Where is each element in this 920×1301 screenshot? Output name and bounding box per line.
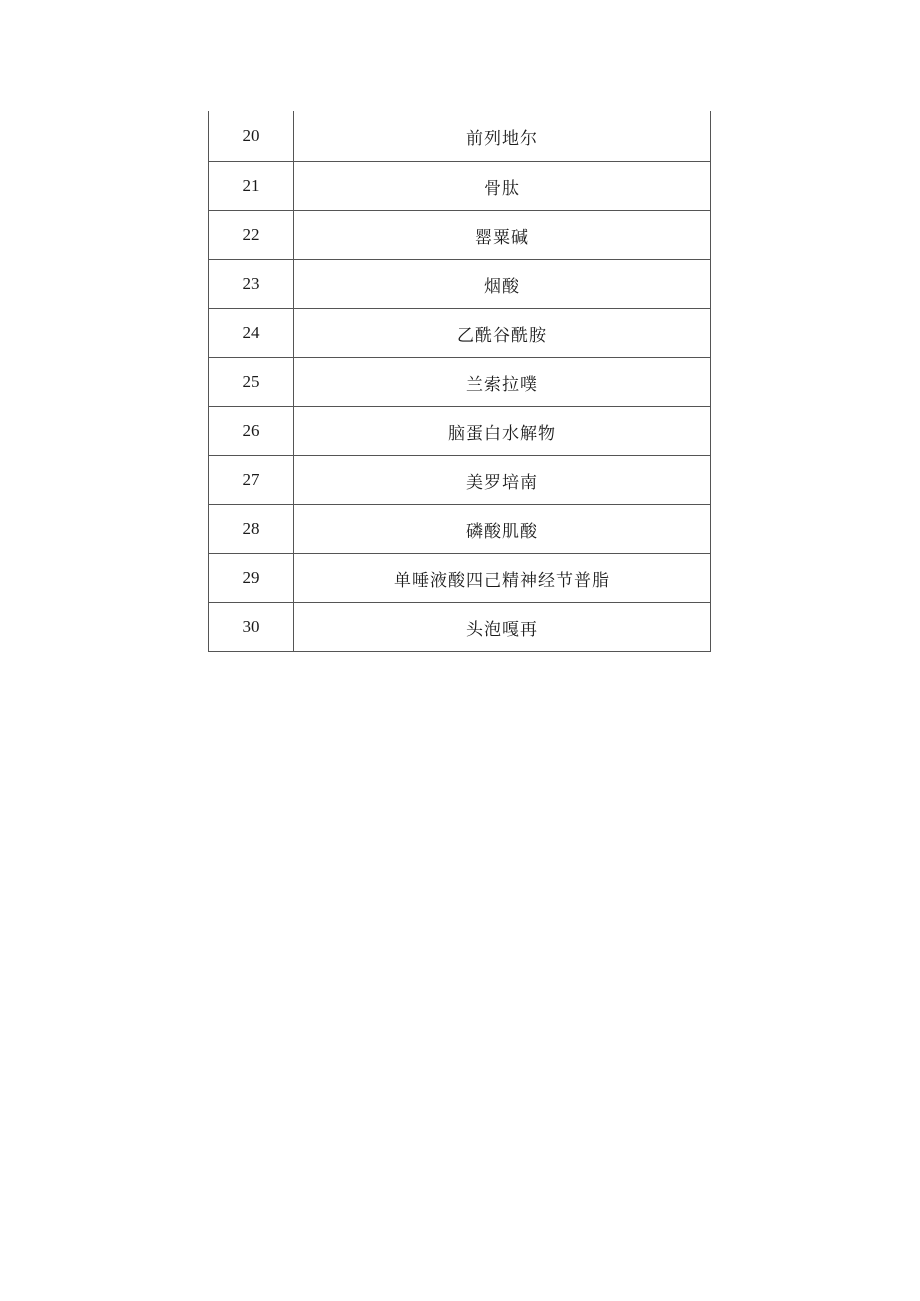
table-row (209, 407, 711, 456)
row-number-cell: 21 (209, 162, 294, 211)
row-number-cell: 20 (209, 111, 294, 162)
table-row (209, 309, 711, 358)
table-row (209, 554, 711, 603)
row-number-cell: 28 (209, 505, 294, 554)
drug-list-table-container (208, 111, 711, 652)
row-number-cell: 24 (209, 309, 294, 358)
drug-name-cell: 罂粟碱 (294, 211, 711, 260)
table-row (209, 505, 711, 554)
table-row (209, 111, 711, 162)
drug-name-cell: 烟酸 (294, 260, 711, 309)
drug-name-cell: 前列地尔 (294, 111, 711, 162)
row-number-cell: 22 (209, 211, 294, 260)
drug-name-cell: 兰索拉噗 (294, 358, 711, 407)
row-number-cell: 27 (209, 456, 294, 505)
row-number-cell: 30 (209, 603, 294, 652)
table-row (209, 358, 711, 407)
drug-name-cell: 骨肽 (294, 162, 711, 211)
drug-name-cell: 头泡嘎再 (294, 603, 711, 652)
row-number-cell: 23 (209, 260, 294, 309)
table-row (209, 603, 711, 652)
table-row (209, 211, 711, 260)
row-number-cell: 29 (209, 554, 294, 603)
drug-list-table (208, 111, 711, 652)
drug-name-cell: 美罗培南 (294, 456, 711, 505)
row-number-cell: 25 (209, 358, 294, 407)
drug-name-cell: 磷酸肌酸 (294, 505, 711, 554)
table-row (209, 260, 711, 309)
drug-name-cell: 乙酰谷酰胺 (294, 309, 711, 358)
table-row (209, 456, 711, 505)
row-number-cell: 26 (209, 407, 294, 456)
table-row (209, 162, 711, 211)
drug-name-cell: 单唾液酸四己精神经节普脂 (294, 554, 711, 603)
drug-name-cell: 脑蛋白水解物 (294, 407, 711, 456)
